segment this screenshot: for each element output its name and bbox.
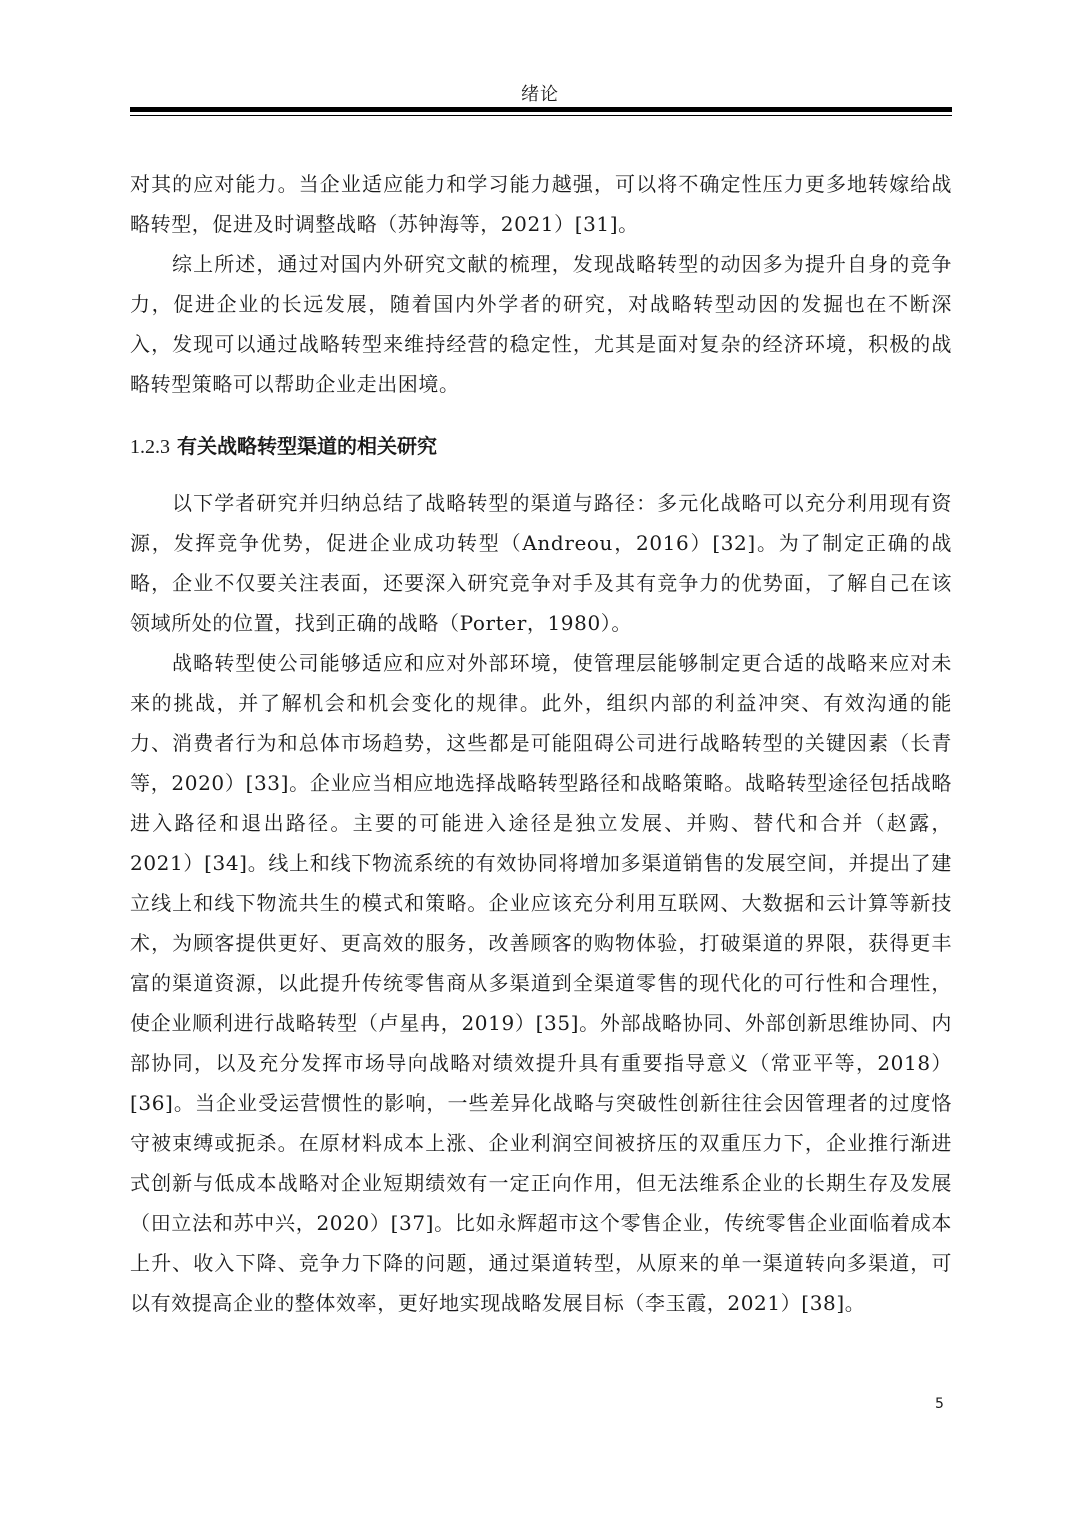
paragraph-channels-2: 战略转型使公司能够适应和应对外部环境，使管理层能够制定更合适的战略来应对未来的挑战，并了解机会和机会变化的规律。此外，组织内部的利益冲突、有效沟通的能力、消费者行为和总体市场趋势，这些都是可能阻碍公司进行战略转型的关键因素（长青等，2020）[33]。企业应当相应地选择战略转型路径和战略策略。战略转型途径包括战略进入路径和退出路径。主要的可能进入途径是独立发展、并购、替代和合并（赵露，2021）[34]。线上和线下物流系统的有效协同将增加多渠道销售的发展空间，并提出了建立线上和线下物流共生的模式和策略。企业应该充分利用互联网、大数据和云计算等新技术，为顾客提供更好、更高效的服务，改善顾客的购物体验，打破渠道的界限，获得更丰富的渠道资源，以此提升传统零售商从多渠道到全渠道零售的现代化的可行性和合理性，使企业顺利进行战略转型（卢星冉，2019）[35]。外部战略协同、外部创新思维协同、内部协同，以及充分发挥市场导向战略对绩效提升具有重要指导意义（常亚平等，2018）[36]。当企业受运营惯性的影响，一些差异化战略与突破性创新往往会因管理者的过度恪守被束缚或扼杀。在原材料成本上涨、企业利润空间被挤压的双重压力下，企业推行渐进式创新与低成本战略对企业短期绩效有一定正向作用，但无法维系企业的长期生存及发展（田立法和苏中兴，2020）[37]。比如永辉超市这个零售企业，传统零售企业面临着成本上升、收入下降、竞争力下降的问题，通过渠道转型，从原来的单一渠道转向多渠道，可以有效提高企业的整体效率，更好地实现战略发展目标（李玉霞，2021）[38]。 bbox=[130, 651, 952, 1315]
section-title: 有关战略转型渠道的相关研究 bbox=[176, 434, 437, 458]
header-rule-thin bbox=[130, 115, 952, 116]
page-body bbox=[130, 162, 952, 1323]
paragraph-channels-1: 以下学者研究并归纳总结了战略转型的渠道与路径：多元化战略可以充分利用现有资源，发挥竞争优势，促进企业成功转型（Andreou，2016）[32]。为了制定正确的战略，企业不仅要关注表面，还要深入研究竞争对手及其有竞争力的优势面，了解自己在该领域所处的位置，找到正确的战略（Porter，1980）。 bbox=[130, 491, 952, 635]
paragraph-continued: 对其的应对能力。当企业适应能力和学习能力越强，可以将不确定性压力更多地转嫁给战略转型，促进及时调整战略（苏钟海等，2021）[31]。 bbox=[130, 172, 952, 236]
running-header-title: 绪论 bbox=[521, 84, 559, 105]
section-heading bbox=[130, 426, 952, 467]
header-rule-thick bbox=[130, 107, 952, 112]
paragraph-summary: 综上所述，通过对国内外研究文献的梳理，发现战略转型的动因多为提升自身的竞争力，促进企业的长远发展，随着国内外学者的研究，对战略转型动因的发掘也在不断深入，发现可以通过战略转型来维持经营的稳定性，尤其是面对复杂的经济环境，积极的战略转型策略可以帮助企业走出困境。 bbox=[130, 252, 952, 396]
page-number: 5 bbox=[935, 1396, 944, 1412]
section-number: 1.2.3 bbox=[130, 436, 170, 458]
